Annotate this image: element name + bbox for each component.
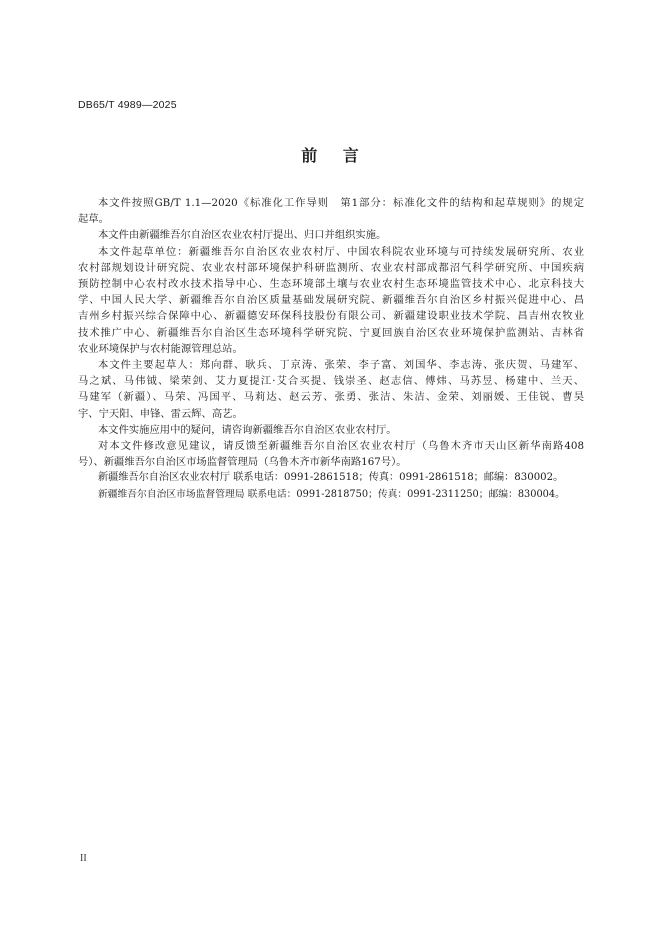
text-line: 号）、新疆维吾尔自治区市场监督管理局（乌鲁木齐市新华南路167号）。 [78, 456, 407, 469]
paragraph-contact-market [78, 487, 584, 503]
text-line: 本文件实施应用中的疑问，请咨询新疆维吾尔自治区农业农村厅。 [98, 423, 397, 436]
text-line: 吉州乡村振兴综合保障中心、新疆德安环保科技股份有限公司、新疆建设职业技术学院、昌吉州农牧业 [78, 310, 584, 323]
text-line: 本文件按照GB/T 1.1—2020《标准化工作导则 第1部分：标准化文件的结构和起草规则》的规定 [98, 197, 584, 209]
text-line: 预防控制中心农村改水技术指导中心、生态环境部土壤与农业农村生态环境监管技术中心、北京科技大 [78, 278, 584, 291]
paragraph-contact-agriculture [78, 470, 584, 486]
paragraph-drafting-units [78, 244, 584, 357]
text-line: 马之斌、马伟钺、梁荣剑、艾力夏提江·艾合买提、钱崇圣、赵志信、傅炜、马苏昱、杨建中、兰天、 [78, 375, 584, 388]
paragraph-feedback [78, 438, 584, 470]
standard-code: DB65/T 4989—2025 [78, 99, 177, 111]
text-line: 本文件主要起草人：郑向群、耿兵、丁京涛、张荣、李子富、刘国华、李志涛、张庆贺、马建军、 [98, 359, 584, 372]
text-line: 农村部规划设计研究院、农业农村部环境保护科研监测所、农业农村部成都沼气科学研究所、中国疾病 [78, 261, 584, 274]
paragraph-drafting-rules [78, 195, 584, 227]
foreword-body [78, 195, 584, 503]
text-line: 本文件由新疆维吾尔自治区农业农村厅提出、归口并组织实施。 [98, 229, 387, 242]
text-line: 学、中国人民大学、新疆维吾尔自治区质量基础发展研究院、新疆维吾尔自治区乡村振兴促进中心、昌 [78, 294, 584, 307]
text-line: 本文件起草单位：新疆维吾尔自治区农业农村厅、中国农科院农业环境与可持续发展研究所、农业 [98, 245, 584, 258]
text-line: 宇、宁天阳、申锋、雷云辉、高艺。 [78, 407, 243, 420]
page-number: II [80, 853, 87, 864]
text-line: 对本文件修改意见建议，请反馈至新疆维吾尔自治区农业农村厅（乌鲁木齐市天山区新华南路408 [98, 440, 584, 453]
text-line: 农业环境保护与农村能源管理总站。 [78, 342, 243, 355]
page-title: 前 言 [301, 146, 361, 165]
paragraph-inquiry [78, 422, 584, 438]
text-line: 技术推广中心、新疆维吾尔自治区生态环境科学研究院、宁夏回族自治区农业环境保护监测站、吉林省 [78, 326, 584, 339]
paragraph-proposer [78, 227, 584, 243]
text-line: 马建军（新疆）、马荣、冯国平、马莉达、赵云芳、张勇、张洁、朱洁、金荣、刘丽媛、王佳锐、曹昊 [78, 391, 584, 404]
paragraph-drafters [78, 357, 584, 422]
text-line: 新疆维吾尔自治区市场监督管理局 联系电话：0991-2818750；传真：0991-2311250；邮编：830004。 [98, 488, 565, 500]
text-line: 起草。 [78, 213, 109, 226]
text-line: 新疆维吾尔自治区农业农村厅 联系电话：0991-2861518；传真：0991-2861518；邮编：830002。 [98, 472, 564, 484]
